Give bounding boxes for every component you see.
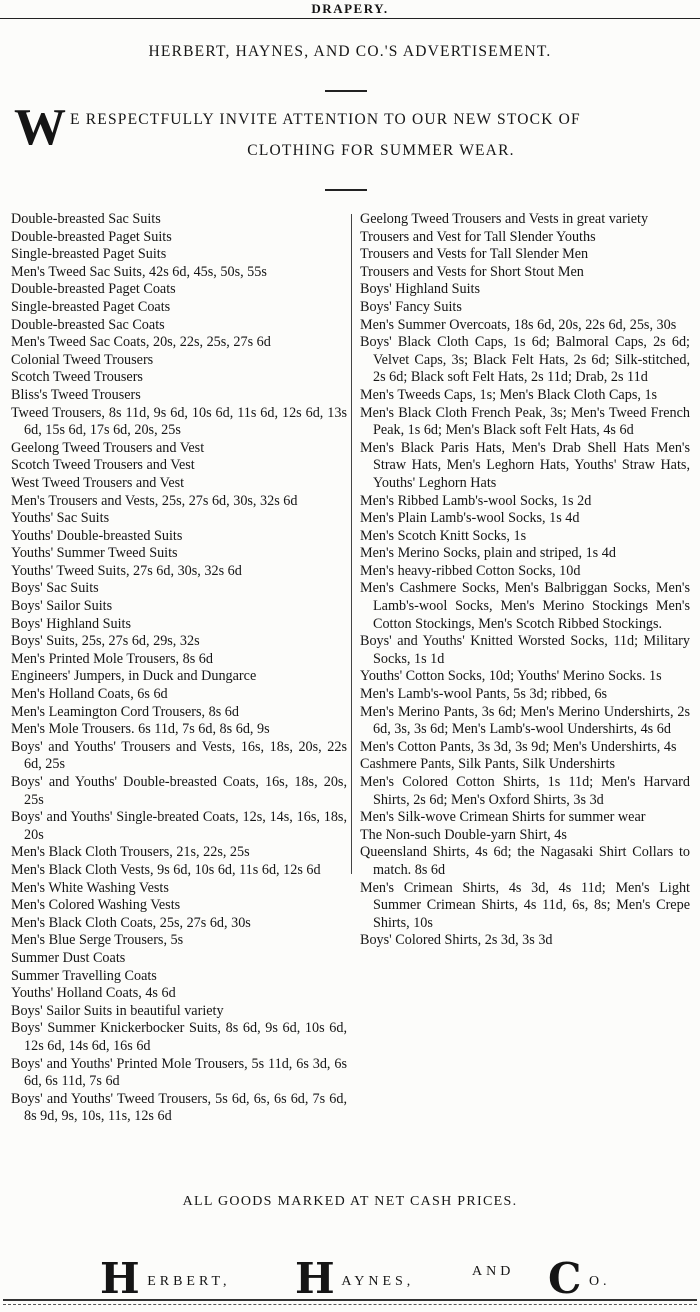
list-item: Men's Blue Serge Trousers, 5s <box>11 932 184 949</box>
list-item: Men's Summer Overcoats, 18s 6d, 20s, 22s 6d, 25s, 30s <box>360 316 677 333</box>
list-item: Men's Tweed Sac Coats, 20s, 22s, 25s, 27s 6d <box>11 334 271 351</box>
list-item: Men's Colored Cotton Shirts, 1s 11d; Men's Harvard Shirts, 2s 6d; Men's Oxford Shirts, 3s 3d <box>360 774 690 808</box>
list-item: Youths' Tweed Suits, 27s 6d, 30s, 32s 6d <box>11 562 242 579</box>
list-item: Boys' Sailor Suits in beautiful variety <box>11 1002 224 1019</box>
list-item: Boys' Summer Knickerbocker Suits, 8s 6d, 9s 6d, 10s 6d, 12s 6d, 14s 6d, 16s 6d <box>11 1020 347 1054</box>
list-item: Summer Travelling Coats <box>11 967 157 984</box>
list-item: Men's White Washing Vests <box>11 879 169 896</box>
list-item: Double-breasted Paget Suits <box>11 228 172 245</box>
list-item: Men's Silk-wove Crimean Shirts for summer wear <box>360 809 646 826</box>
list-item: Boys' Sailor Suits <box>11 598 113 615</box>
list-item: Men's Black Cloth French Peak, 3s; Men's Tweed French Peak, 1s 6d; Men's Black soft Felt Hats, 4s 6d <box>360 404 690 439</box>
list-item: Men's Cashmere Socks, Men's Balbriggan Socks, Men's Lamb's-wool Socks, Men's Merino Stockings Men's Cotton Stockings, Men's Scotch Ribbed Stockings. <box>360 580 690 632</box>
top-rule <box>0 18 700 19</box>
left-column-list <box>11 211 347 1126</box>
list-item: Geelong Tweed Trousers and Vest <box>11 439 205 456</box>
list-item: Boys' and Youths' Tweed Trousers, 5s 6d, 6s, 6s 6d, 7s 6d, 8s 9d, 9s, 10s, 11s, 12s 6d <box>11 1090 347 1125</box>
intro-line-1: E RESPECTFULLY INVITE ATTENTION TO OUR NEW STOCK OF <box>70 111 581 128</box>
list-item: Double-breasted Sac Coats <box>11 316 165 333</box>
list-item: Youths' Cotton Socks, 10d; Youths' Merino Socks. 1s <box>360 668 662 685</box>
list-item: Men's Cotton Pants, 3s 3d, 3s 9d; Men's Undershirts, 4s <box>360 738 677 755</box>
list-item: Men's Merino Pants, 3s 6d; Men's Merino Undershirts, 2s 6d, 3s, 3s 6d; Men's Lamb's-wool Undershirts, 4s 6d <box>360 703 690 738</box>
list-item: Men's Leamington Cord Trousers, 8s 6d <box>11 703 239 720</box>
list-item: Cashmere Pants, Silk Pants, Silk Undershirts <box>360 756 615 773</box>
list-item: Youths' Double-breasted Suits <box>11 527 183 544</box>
list-item: Men's Tweeds Caps, 1s; Men's Black Cloth Caps, 1s <box>360 386 658 403</box>
list-item: Youths' Sac Suits <box>11 510 110 527</box>
list-item: Men's Ribbed Lamb's-wool Socks, 1s 2d <box>360 492 592 509</box>
list-item: Queensland Shirts, 4s 6d; the Nagasaki Shirt Collars to match. 8s 6d <box>360 844 690 878</box>
list-item: Bliss's Tweed Trousers <box>11 386 141 403</box>
list-item: Men's Black Paris Hats, Men's Drab Shell Hats Men's Straw Hats, Men's Leghorn Hats, Youths' Straw Hats, Youths' Leghorn Hats <box>360 439 690 491</box>
list-item: Men's Mole Trousers. 6s 11d, 7s 6d, 8s 6d, 9s <box>11 721 270 738</box>
list-item: Double-breasted Paget Coats <box>11 281 176 298</box>
list-item: West Tweed Trousers and Vest <box>11 474 185 491</box>
list-item: Men's Scotch Knitt Socks, 1s <box>360 527 527 544</box>
cash-prices-note: ALL GOODS MARKED AT NET CASH PRICES. <box>182 1194 518 1209</box>
bottom-rule <box>3 1299 697 1305</box>
list-item: Youths' Holland Coats, 4s 6d <box>11 985 176 1002</box>
list-item: The Non-such Double-yarn Shirt, 4s <box>360 826 567 843</box>
list-item: Boys' and Youths' Trousers and Vests, 16s, 18s, 20s, 22s 6d, 25s <box>11 738 347 773</box>
list-item: Boys' Highland Suits <box>360 281 481 298</box>
list-item: Boys' and Youths' Knitted Worsted Socks, 11d; Military Socks, 1s 1d <box>360 633 690 667</box>
list-item: Men's Printed Mole Trousers, 8s 6d <box>11 650 213 667</box>
list-item: Boys' Colored Shirts, 2s 3d, 3s 3d <box>360 932 553 949</box>
intro-line-2: CLOTHING FOR SUMMER WEAR. <box>247 142 515 159</box>
list-item: Men's Black Cloth Vests, 9s 6d, 10s 6d, 11s 6d, 12s 6d <box>11 861 321 878</box>
list-item: Boys' Black Cloth Caps, 1s 6d; Balmoral Caps, 2s 6d; Velvet Caps, 3s; Black Felt Hats, 2s 6d; Silk-stitched, 2s 6d; Black soft Felt Hats, 2s 11d; Drab, 2s 11d <box>360 334 690 386</box>
list-item: Tweed Trousers, 8s 11d, 9s 6d, 10s 6d, 11s 6d, 12s 6d, 13s 6d, 15s 6d, 17s 6d, 20s, 25s <box>11 404 347 439</box>
short-rule <box>325 90 367 92</box>
list-item: Trousers and Vests for Short Stout Men <box>360 263 584 280</box>
list-item: Boys' and Youths' Single-breated Coats, 12s, 14s, 16s, 18s, 20s <box>11 809 347 843</box>
list-item: Boys' Sac Suits <box>11 580 99 597</box>
list-item: Engineers' Jumpers, in Duck and Dungarce <box>11 668 257 685</box>
list-item: Trousers and Vests for Tall Slender Men <box>360 246 589 263</box>
list-item: Men's Colored Washing Vests <box>11 897 181 914</box>
list-item: Single-breasted Paget Suits <box>11 246 167 263</box>
list-item: Double-breasted Sac Suits <box>11 211 161 227</box>
list-item: Boys' and Youths' Double-breasted Coats, 16s, 18s, 20s, 25s <box>11 774 347 808</box>
list-item: Scotch Tweed Trousers and Vest <box>11 457 195 474</box>
list-item: Men's Black Cloth Coats, 25s, 27s 6d, 30s <box>11 914 251 931</box>
list-item: Scotch Tweed Trousers <box>11 369 143 386</box>
list-item: Men's Plain Lamb's-wool Socks, 1s 4d <box>360 510 580 527</box>
right-column-list <box>360 211 690 950</box>
list-item: Men's Crimean Shirts, 4s 3d, 4s 11d; Men's Light Summer Crimean Shirts, 4s 11d, 6s, 8s; Men's Crepe Shirts, 10s <box>360 879 690 931</box>
signature-co: C O. <box>548 1254 611 1303</box>
list-item: Men's heavy-ribbed Cotton Socks, 10d <box>360 562 581 579</box>
list-item: Men's Trousers and Vests, 25s, 27s 6d, 30s, 32s 6d <box>11 492 298 509</box>
list-item: Men's Lamb's-wool Pants, 5s 3d; ribbed, 6s <box>360 686 608 703</box>
list-item: Men's Holland Coats, 6s 6d <box>11 686 168 703</box>
list-item: Trousers and Vest for Tall Slender Youths <box>360 228 596 245</box>
list-item: Boys' Highland Suits <box>11 615 132 632</box>
list-item: Men's Black Cloth Trousers, 21s, 22s, 25s <box>11 844 250 861</box>
list-item: Youths' Summer Tweed Suits <box>11 545 178 562</box>
list-item: Summer Dust Coats <box>11 949 126 966</box>
list-item: Men's Merino Socks, plain and striped, 1s 4d <box>360 545 616 562</box>
list-item: Geelong Tweed Trousers and Vests in great variety <box>360 211 649 227</box>
list-item: Boys' Fancy Suits <box>360 298 462 315</box>
advertisement-headline: HERBERT, HAYNES, AND CO.'S ADVERTISEMENT. <box>148 43 552 60</box>
signature <box>100 1254 620 1304</box>
drop-cap: W <box>14 99 64 156</box>
short-rule <box>325 189 367 191</box>
signature-herbert: H ERBERT, <box>100 1254 231 1303</box>
intro-paragraph <box>14 99 692 166</box>
signature-haynes: H AYNES, <box>295 1254 415 1303</box>
list-item: Boys' and Youths' Printed Mole Trousers, 5s 11d, 6s 3d, 6s 6d, 6s 11d, 7s 6d <box>11 1055 347 1090</box>
column-divider <box>351 214 352 874</box>
section-heading: DRAPERY. <box>311 1 389 16</box>
list-item: Single-breasted Paget Coats <box>11 298 171 315</box>
signature-and: AND <box>472 1264 515 1279</box>
list-item: Men's Tweed Sac Suits, 42s 6d, 45s, 50s, 55s <box>11 263 267 280</box>
list-item: Boys' Suits, 25s, 27s 6d, 29s, 32s <box>11 633 200 650</box>
list-item: Colonial Tweed Trousers <box>11 351 154 368</box>
